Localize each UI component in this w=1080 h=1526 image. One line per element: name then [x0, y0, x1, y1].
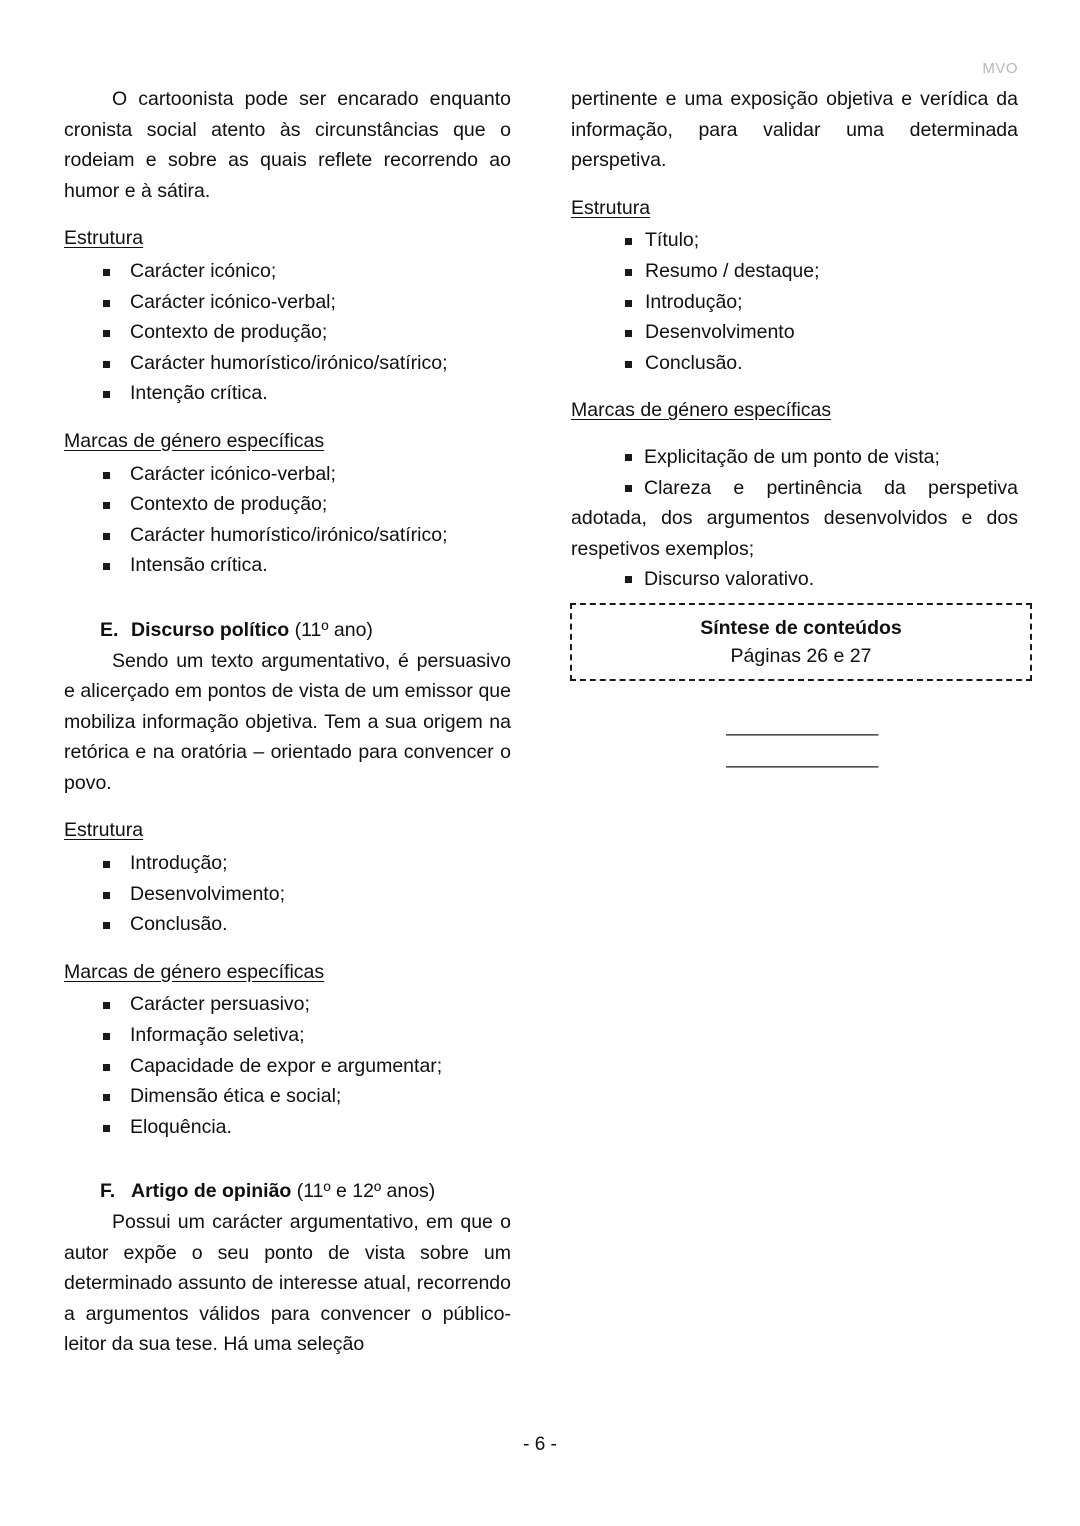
list-item: Resumo / destaque;	[571, 256, 1018, 287]
synthesis-callout-box	[570, 603, 1032, 681]
estrutura-list	[64, 256, 511, 409]
bullet-square-icon	[625, 576, 632, 583]
page-header-mark: MVO	[982, 60, 1018, 77]
estrutura-heading: Estrutura	[64, 227, 144, 250]
left-column	[64, 84, 511, 1360]
marcas-list	[64, 459, 511, 581]
list-item: Carácter icónico;	[64, 256, 511, 287]
list-item: Contexto de produção;	[64, 317, 511, 348]
bullet-square-icon	[625, 454, 632, 461]
list-item: Carácter persuasivo;	[64, 989, 511, 1020]
section-e-years: (11º ano)	[294, 618, 373, 641]
list-item: Dimensão ética e social;	[64, 1081, 511, 1112]
list-item: Intenção crítica.	[64, 378, 511, 409]
right-estrutura-list	[571, 225, 1018, 378]
spacer	[64, 581, 511, 615]
section-f-letter: F.	[100, 1180, 116, 1203]
section-e-heading	[64, 615, 511, 646]
list-item: Intensão crítica.	[64, 550, 511, 581]
list-item: Carácter icónico-verbal;	[64, 287, 511, 318]
section-e-marcas-list	[64, 989, 511, 1142]
list-item: Eloquência.	[64, 1112, 511, 1143]
marcas-bullet-text-3: Discurso valorativo.	[644, 568, 815, 591]
page-number: - 6 -	[523, 1434, 557, 1455]
list-item: Conclusão.	[571, 348, 1018, 379]
list-item: Título;	[571, 225, 1018, 256]
section-f-title: Artigo de opinião	[131, 1180, 292, 1203]
list-item: Desenvolvimento;	[64, 879, 511, 910]
section-e-title: Discurso político	[131, 618, 290, 641]
estrutura-heading-wrap	[64, 206, 511, 256]
list-item: Conclusão.	[64, 909, 511, 940]
list-item: Carácter humorístico/irónico/satírico;	[64, 348, 511, 379]
marcas-bullet-text-2: Clareza e pertinência da perspetiva adotada, dos argumentos desenvolvidos e dos respetivos exemplos;	[571, 476, 1018, 560]
dashed-writing-lines	[572, 718, 1032, 782]
synthesis-title: Síntese de conteúdos	[700, 617, 902, 639]
list-item: Capacidade de expor e argumentar;	[64, 1051, 511, 1082]
list-item: Informação seletiva;	[64, 1020, 511, 1051]
section-e-estrutura-list	[64, 848, 511, 940]
list-item: Desenvolvimento	[571, 317, 1018, 348]
section-f-years: (11º e 12º anos)	[296, 1180, 436, 1203]
spacer	[571, 428, 1018, 442]
list-item: Contexto de produção;	[64, 489, 511, 520]
list-item: Carácter icónico-verbal;	[64, 459, 511, 490]
section-e-paragraph: Sendo um texto argumentativo, é persuasivo e alicerçado em pontos de vista de um emissor que mobiliza informação objetiva. Tem a sua origem na retórica e na oratória – orientado para convencer o povo.	[64, 649, 511, 794]
section-f-paragraph: Possui um carácter argumentativo, em que o autor expõe o seu ponto de vista sobre um determinado assunto de interesse atual, recorrendo a argumentos válidos para convencer o público-leitor da sua tese. Há uma seleção	[64, 1211, 511, 1356]
marcas-heading: Marcas de género específicas	[64, 429, 325, 452]
section-e-marcas-heading: Marcas de género específicas	[64, 960, 325, 983]
marcas-bullet-paragraph-2	[571, 473, 1018, 565]
dashed-line-2: ————————	[726, 755, 878, 777]
marcas-bullet-paragraph-3	[571, 564, 1018, 595]
marcas-heading-wrap	[64, 409, 511, 459]
right-marcas-heading: Marcas de género específicas	[571, 399, 832, 422]
list-item: Carácter humorístico/irónico/satírico;	[64, 520, 511, 551]
intro-paragraph: O cartoonista pode ser encarado enquanto cronista social atento às circunstâncias que o rodeiam e sobre as quais reflete recorrendo ao humor e à sátira.	[64, 88, 511, 202]
bullet-square-icon	[625, 485, 632, 492]
marcas-bullet-paragraph-1	[571, 442, 1018, 473]
dashed-line-1: ————————	[726, 723, 878, 745]
synthesis-subtitle: Páginas 26 e 27	[730, 645, 872, 667]
section-e-letter: E.	[100, 618, 119, 641]
spacer	[64, 1142, 511, 1176]
list-item: Introdução;	[571, 287, 1018, 318]
continuation-paragraph: pertinente e uma exposição objetiva e verídica da informação, para validar uma determinada perspetiva.	[571, 88, 1018, 172]
page-footer	[0, 1434, 1080, 1456]
marcas-bullet-text-1: Explicitação de um ponto de vista;	[644, 445, 940, 468]
section-f-heading	[64, 1176, 511, 1207]
right-estrutura-heading: Estrutura	[571, 196, 651, 219]
section-e-estrutura-heading: Estrutura	[64, 819, 144, 842]
section-e-estrutura-heading-wrap	[64, 798, 511, 848]
right-marcas-heading-wrap	[571, 378, 1018, 428]
right-estrutura-heading-wrap	[571, 176, 1018, 226]
list-item: Introdução;	[64, 848, 511, 879]
section-e-marcas-heading-wrap	[64, 940, 511, 990]
